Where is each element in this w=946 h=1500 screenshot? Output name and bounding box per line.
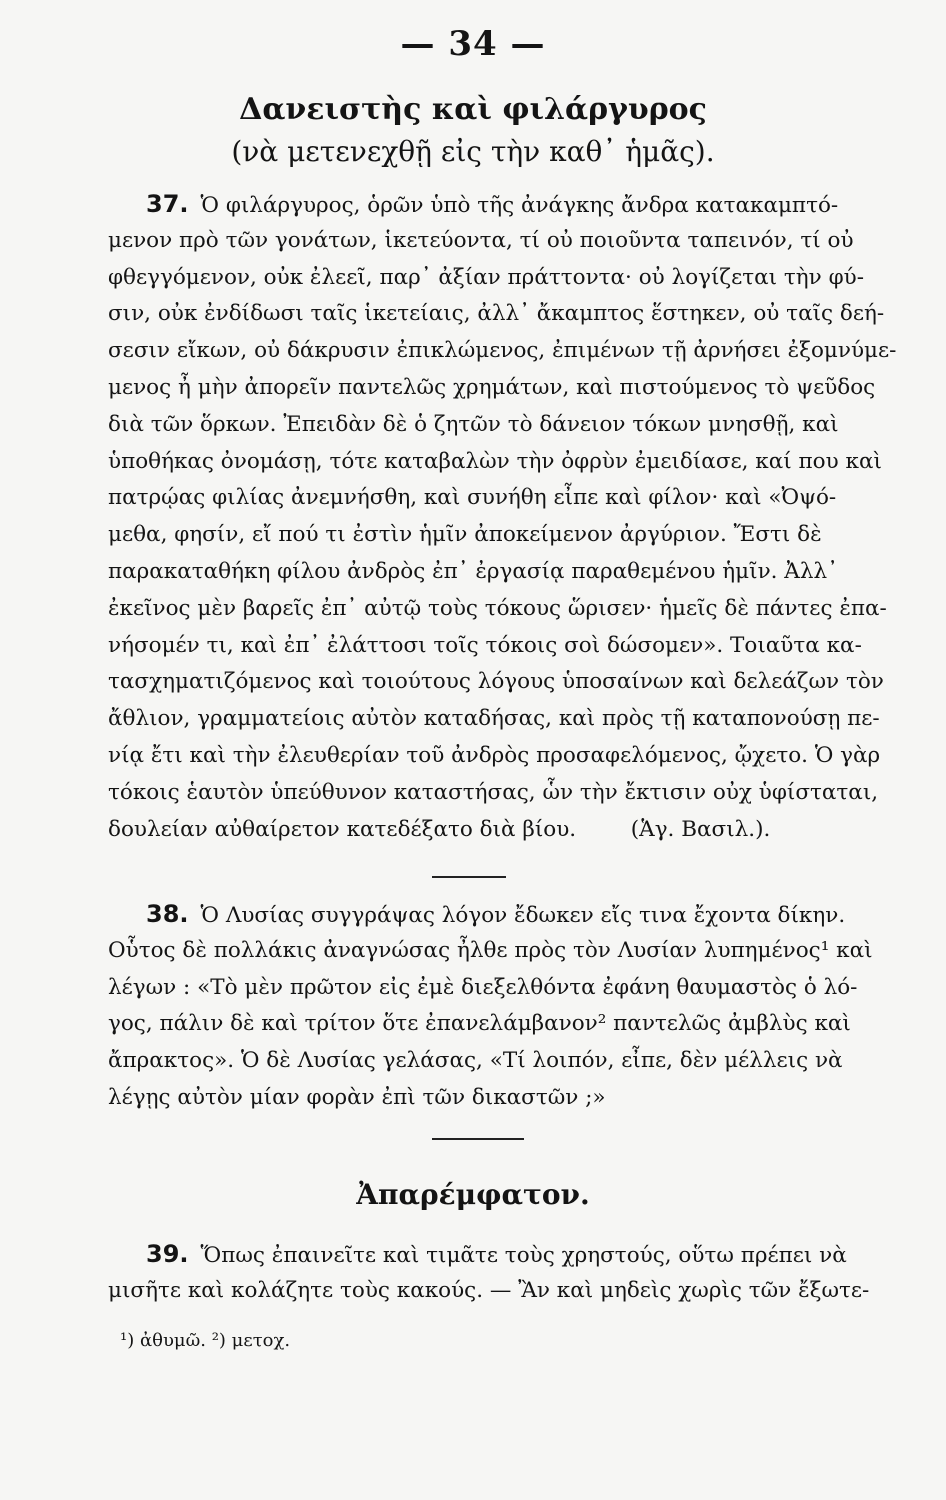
paragraph-line: ὑποθήκας ὀνομάσῃ, τότε καταβαλὼν τὴν ὀφρὺν ἐμειδίασε, καί που καὶ xyxy=(108,448,882,474)
paragraph-line: μεθα, φησίν, εἴ πού τι ἐστὶν ἡμῖν ἀποκείμενον ἀργύριον. Ἔστι δὲ xyxy=(108,522,822,548)
paragraph-line: λέγων : «Τὸ μὲν πρῶτον εἰς ἐμὲ διεξελθόντα ἐφάνη θαυμαστὸς ὁ λό- xyxy=(108,974,858,1000)
paragraph-37 xyxy=(108,186,908,848)
footnotes: ¹) ἀθυμῶ. ²) μετοχ. xyxy=(120,1330,291,1351)
paragraph-line: σεσιν εἴκων, οὐ δάκρυσιν ἐπικλώμενος, ἐπιμένων τῇ ἀρνήσει ἐξομνύμε- xyxy=(108,338,897,364)
paragraph-line: διὰ τῶν ὅρκων. Ἐπειδὰν δὲ ὁ ζητῶν τὸ δάνειον τόκων μνησθῇ, καὶ xyxy=(108,411,839,437)
paragraph-line: παρακαταθήκη φίλου ἀνδρὸς ἐπ᾿ ἐργασίᾳ παραθεμένου ἡμῖν. Ἀλλ᾿ xyxy=(108,558,838,584)
paragraph-line: ἄπρακτος». Ὁ δὲ Λυσίας γελάσας, «Τί λοιπόν, εἶπε, δὲν μέλλεις νὰ xyxy=(108,1048,843,1074)
paragraph-line: νίᾳ ἔτι καὶ τὴν ἐλευθερίαν τοῦ ἀνδρὸς προσαφελόμενος, ᾤχετο. Ὁ γὰρ xyxy=(108,742,881,768)
paragraph-line: τόκοις ἑαυτὸν ὑπεύθυνον καταστήσας, ὧν τὴν ἔκτισιν οὐχ ὑφίσταται, xyxy=(108,779,879,805)
paragraph-line: γος, πάλιν δὲ καὶ τρίτον ὅτε ἐπανελάμβανον² παντελῶς ἀμβλὺς καὶ xyxy=(108,1011,851,1037)
paragraph-line: δουλείαν αὐθαίρετον κατεδέξατο διὰ βίου. (Ἁγ. Βασιλ.). xyxy=(108,816,771,842)
paragraph-line: πατρῴας φιλίας ἀνεμνήσθη, καὶ συνήθη εἶπε καὶ φίλον· καὶ «Ὀψό- xyxy=(108,485,837,511)
paragraph-line: σιν, οὐκ ἐνδίδωσι ταῖς ἱκετείαις, ἀλλ᾿ ἄκαμπτος ἕστηκεν, οὐ ταῖς δεή- xyxy=(108,301,885,327)
paragraph-line: ἐκεῖνος μὲν βαρεῖς ἐπ᾿ αὐτῷ τοὺς τόκους ὥρισεν· ἡμεῖς δὲ πάντες ἐπα- xyxy=(108,595,887,621)
paragraph-38 xyxy=(108,896,908,1117)
paragraph-line: τασχηματιζόμενος καὶ τοιούτους λόγους ὑποσαίνων καὶ δελεάζων τὸν xyxy=(108,669,884,695)
paragraph-line: μισῆτε καὶ κολάζητε τοὺς κακούς. — Ἂν καὶ μηδεὶς χωρὶς τῶν ἔξωτε- xyxy=(108,1277,870,1303)
paragraph-line: φθεγγόμενον, οὐκ ἐλεεῖ, παρ᾿ ἀξίαν πράττοντα· οὐ λογίζεται τὴν φύ- xyxy=(108,264,864,290)
paragraph-number: 37. xyxy=(146,190,189,218)
section-heading-infinitive: Ἀπαρέμφατον. xyxy=(356,1178,590,1211)
paragraph-line: 38. Ὁ Λυσίας συγγράψας λόγον ἔδωκεν εἴς τινα ἔχοντα δίκην. xyxy=(146,900,846,928)
paragraph-number: 39. xyxy=(146,1240,189,1268)
paragraph-line: μενον πρὸ τῶν γονάτων, ἱκετεύοντα, τί οὐ ποιοῦντα ταπεινόν, τί οὐ xyxy=(108,227,854,253)
paragraph-line: νήσομέν τι, καὶ ἐπ᾿ ἐλάττοσι τοῖς τόκοις σοὶ δώσομεν». Τοιαῦτα κα- xyxy=(108,632,862,658)
section-subtitle: (νὰ μετενεχθῇ εἰς τὴν καθ᾿ ἡμᾶς). xyxy=(231,135,715,168)
paragraph-number: 38. xyxy=(146,900,189,928)
paragraph-line: 39. Ὅπως ἐπαινεῖτε καὶ τιμᾶτε τοὺς χρηστούς, οὕτω πρέπει νὰ xyxy=(146,1240,847,1268)
paragraph-line: 37. Ὁ φιλάργυρος, ὁρῶν ὑπὸ τῆς ἀνάγκης ἄνδρα κατακαμπτό- xyxy=(146,190,839,218)
section-title: Δανειστὴς καὶ φιλάργυρος xyxy=(239,92,707,127)
paragraph-line: λέγῃς αὐτὸν μίαν φορὰν ἐπὶ τῶν δικαστῶν ;» xyxy=(108,1084,606,1110)
paragraph-39 xyxy=(108,1236,908,1310)
separator-rule xyxy=(432,1138,524,1140)
separator-rule xyxy=(432,876,506,878)
paragraph-line: Οὗτος δὲ πολλάκις ἀναγνώσας ἦλθε πρὸς τὸν Λυσίαν λυπημένος¹ καὶ xyxy=(108,937,873,963)
page-number: — 34 — xyxy=(400,24,546,64)
paragraph-line: ἄθλιον, γραμματείοις αὐτὸν καταδήσας, καὶ πρὸς τῇ καταπονούσῃ πε- xyxy=(108,706,880,732)
paragraph-line: μενος ἦ μὴν ἀπορεῖν παντελῶς χρημάτων, καὶ πιστούμενος τὸ ψεῦδος xyxy=(108,374,876,400)
